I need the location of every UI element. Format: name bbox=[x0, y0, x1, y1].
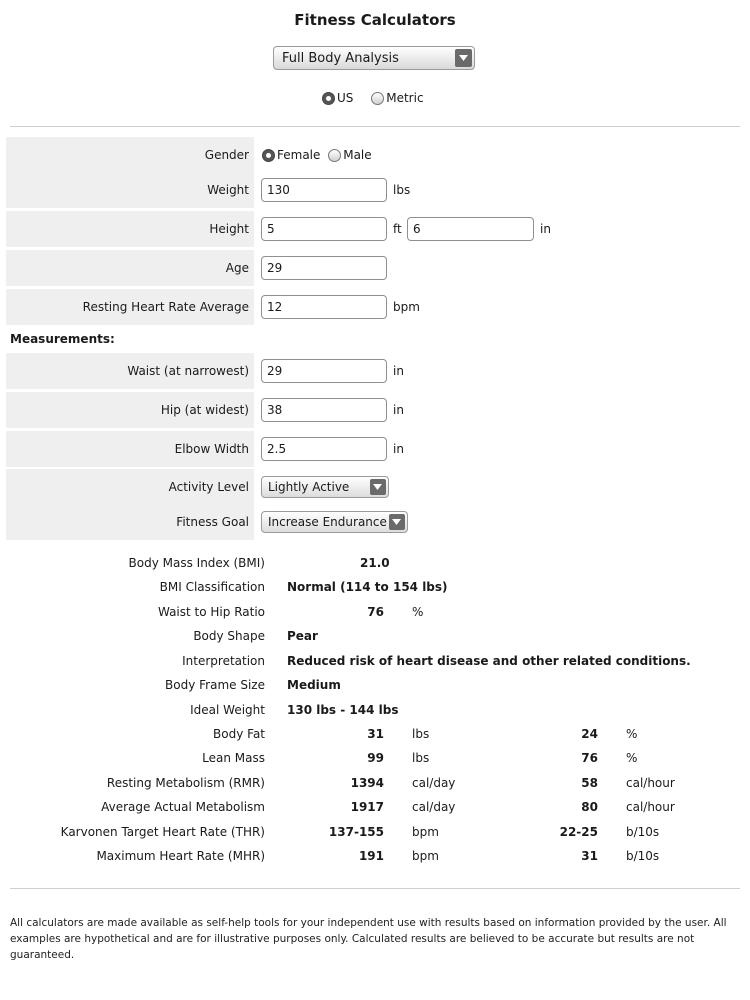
elbow-row bbox=[6, 431, 746, 467]
result-label: Body Mass Index (BMI) bbox=[128, 556, 265, 570]
height-in-unit: in bbox=[540, 222, 551, 236]
metric-radio-label: Metric bbox=[386, 91, 424, 105]
mhr-unit2: b/10s bbox=[626, 849, 660, 863]
height-label: Height bbox=[6, 211, 254, 247]
aam-value: 1917 bbox=[350, 800, 384, 814]
age-label: Age bbox=[6, 250, 254, 286]
activity-label: Activity Level bbox=[6, 469, 254, 505]
activity-row bbox=[6, 469, 746, 505]
page-title: Fitness Calculators bbox=[294, 11, 456, 29]
divider bbox=[10, 126, 740, 127]
lean-mass-value: 99 bbox=[367, 751, 384, 765]
lean-mass-unit: lbs bbox=[412, 751, 430, 765]
disclaimer: All calculators are made available as self-help tools for your independent use with results based on information provided by the user. All examples are hypothetical and are for illustrative purposes only. Calculated results are believed to be accurate but results are not guaranteed. bbox=[10, 917, 727, 961]
ideal-weight-value: 130 lbs - 144 lbs bbox=[287, 703, 399, 717]
rhr-row bbox=[6, 289, 746, 325]
rmr-unit: cal/day bbox=[412, 776, 456, 790]
calculator-select-value: Full Body Analysis bbox=[282, 51, 399, 66]
result-label: Maximum Heart Rate (MHR) bbox=[96, 849, 265, 863]
body-fat-unit: lbs bbox=[412, 727, 430, 741]
aam-unit: cal/day bbox=[412, 800, 456, 814]
calculator-select[interactable] bbox=[273, 46, 475, 70]
female-radio-label: Female bbox=[277, 148, 321, 162]
elbow-input[interactable]: 2.5 bbox=[261, 437, 387, 461]
goal-select[interactable] bbox=[261, 511, 408, 533]
height-ft-input[interactable]: 5 bbox=[261, 217, 387, 241]
us-radio[interactable] bbox=[322, 92, 335, 105]
aam-value2: 80 bbox=[581, 800, 598, 814]
age-row bbox=[6, 250, 746, 286]
rhr-unit: bpm bbox=[393, 300, 420, 314]
activity-select-value: Lightly Active bbox=[268, 480, 350, 494]
mhr-value: 191 bbox=[358, 849, 384, 863]
result-label: Waist to Hip Ratio bbox=[157, 605, 265, 619]
lean-mass-unit2: % bbox=[626, 751, 638, 765]
divider bbox=[10, 888, 740, 889]
interpretation-value: Reduced risk of heart disease and other related conditions. bbox=[287, 654, 691, 668]
result-label: Average Actual Metabolism bbox=[101, 800, 265, 814]
mhr-value2: 31 bbox=[581, 849, 598, 863]
rhr-label: Resting Heart Rate Average bbox=[6, 289, 254, 325]
chevron-down-icon bbox=[389, 514, 405, 530]
weight-label: Weight bbox=[6, 172, 254, 208]
weight-row bbox=[6, 172, 746, 208]
elbow-label: Elbow Width bbox=[6, 431, 254, 467]
rmr-value: 1394 bbox=[350, 776, 384, 790]
goal-select-value: Increase Endurance bbox=[268, 515, 387, 529]
result-label: Ideal Weight bbox=[190, 703, 265, 717]
weight-unit: lbs bbox=[393, 183, 411, 197]
male-radio-label: Male bbox=[343, 148, 372, 162]
result-label: BMI Classification bbox=[159, 580, 265, 594]
goal-label: Fitness Goal bbox=[6, 504, 254, 540]
us-radio-label: US bbox=[337, 91, 354, 105]
weight-input[interactable]: 130 bbox=[261, 178, 387, 202]
whr-value: 76 bbox=[367, 605, 384, 619]
body-fat-value: 31 bbox=[367, 727, 384, 741]
hip-label: Hip (at widest) bbox=[6, 392, 254, 428]
hip-unit: in bbox=[393, 403, 404, 417]
measurements-heading: Measurements: bbox=[10, 332, 115, 346]
bmi-class-value: Normal (114 to 154 lbs) bbox=[287, 580, 448, 594]
height-ft-unit: ft bbox=[393, 222, 402, 236]
waist-label: Waist (at narrowest) bbox=[6, 353, 254, 389]
thr-value: 137-155 bbox=[328, 825, 384, 839]
thr-value2: 22-25 bbox=[559, 825, 598, 839]
chevron-down-icon bbox=[455, 49, 472, 67]
body-fat-value2: 24 bbox=[581, 727, 598, 741]
mhr-unit: bpm bbox=[412, 849, 439, 863]
result-label: Body Fat bbox=[213, 727, 265, 741]
gender-label: Gender bbox=[6, 137, 254, 173]
height-row bbox=[6, 211, 746, 247]
waist-unit: in bbox=[393, 364, 404, 378]
hip-row bbox=[6, 392, 746, 428]
waist-input[interactable]: 29 bbox=[261, 359, 387, 383]
result-label: Body Frame Size bbox=[165, 678, 265, 692]
age-input[interactable]: 29 bbox=[261, 256, 387, 280]
rmr-unit2: cal/hour bbox=[626, 776, 675, 790]
chevron-down-icon bbox=[370, 479, 386, 495]
unit-selector bbox=[322, 91, 438, 109]
activity-select[interactable] bbox=[261, 476, 389, 498]
bmi-value: 21.0 bbox=[360, 556, 390, 570]
lean-mass-value2: 76 bbox=[581, 751, 598, 765]
male-radio[interactable] bbox=[328, 149, 341, 162]
result-label: Interpretation bbox=[182, 654, 265, 668]
result-label: Body Shape bbox=[193, 629, 265, 643]
whr-unit: % bbox=[412, 605, 424, 619]
female-radio[interactable] bbox=[262, 149, 275, 162]
result-label: Lean Mass bbox=[202, 751, 265, 765]
height-in-input[interactable]: 6 bbox=[407, 217, 534, 241]
rhr-input[interactable]: 12 bbox=[261, 295, 387, 319]
thr-unit: bpm bbox=[412, 825, 439, 839]
waist-row bbox=[6, 353, 746, 389]
goal-row bbox=[6, 504, 746, 540]
elbow-unit: in bbox=[393, 442, 404, 456]
metric-radio[interactable] bbox=[371, 92, 384, 105]
thr-unit2: b/10s bbox=[626, 825, 660, 839]
aam-unit2: cal/hour bbox=[626, 800, 675, 814]
gender-row bbox=[6, 137, 746, 173]
shape-value: Pear bbox=[287, 629, 318, 643]
body-fat-unit2: % bbox=[626, 727, 638, 741]
frame-value: Medium bbox=[287, 678, 341, 692]
result-label: Karvonen Target Heart Rate (THR) bbox=[60, 825, 265, 839]
result-label: Resting Metabolism (RMR) bbox=[106, 776, 265, 790]
hip-input[interactable]: 38 bbox=[261, 398, 387, 422]
rmr-value2: 58 bbox=[581, 776, 598, 790]
